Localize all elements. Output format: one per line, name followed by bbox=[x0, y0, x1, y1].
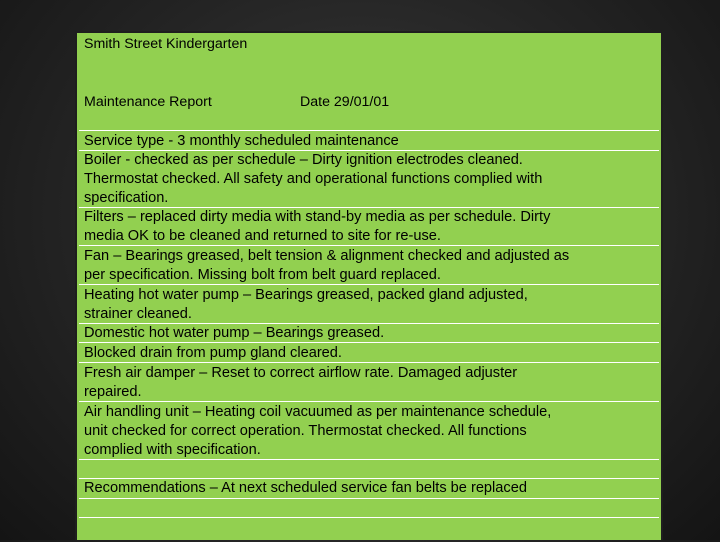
report-date: Date 29/01/01 bbox=[300, 94, 390, 110]
blank-row bbox=[79, 499, 659, 518]
entry-line: Service type - 3 monthly scheduled maintenance bbox=[84, 133, 399, 149]
entry-line: Fan – Bearings greased, belt tension & alignment checked and adjusted as bbox=[84, 248, 570, 264]
entry-line: unit checked for correct operation. Thermostat checked. All functions bbox=[84, 423, 527, 439]
entry-row bbox=[79, 208, 659, 246]
blank-row bbox=[79, 518, 659, 542]
report-title: Maintenance Report bbox=[84, 94, 212, 110]
entry-row bbox=[79, 363, 659, 402]
entry-line: complied with specification. bbox=[84, 442, 261, 458]
maintenance-report-document bbox=[75, 31, 663, 540]
entry-row bbox=[79, 246, 659, 285]
recommendations-text: Recommendations – At next scheduled service fan belts be replaced bbox=[84, 480, 527, 496]
entry-row bbox=[79, 285, 659, 324]
entry-row bbox=[79, 402, 659, 460]
entry-line: specification. bbox=[84, 190, 169, 206]
entry-line: Fresh air damper – Reset to correct airflow rate. Damaged adjuster bbox=[84, 365, 518, 381]
entry-line: Domestic hot water pump – Bearings greased. bbox=[84, 325, 385, 341]
entry-row bbox=[79, 324, 659, 343]
entry-row bbox=[79, 151, 659, 208]
entry-line: Filters – replaced dirty media with stand-by media as per schedule. Dirty bbox=[84, 209, 551, 225]
school-name: Smith Street Kindergarten bbox=[84, 36, 248, 52]
entry-line: Thermostat checked. All safety and operational functions complied with bbox=[84, 171, 543, 187]
entry-row bbox=[79, 343, 659, 363]
entry-line: Air handling unit – Heating coil vacuumed as per maintenance schedule, bbox=[84, 404, 552, 420]
entry-line: repaired. bbox=[84, 384, 142, 400]
entry-line: media OK to be cleaned and returned to site for re-use. bbox=[84, 228, 441, 244]
entry-line: strainer cleaned. bbox=[84, 306, 192, 322]
header-row-report bbox=[79, 73, 659, 131]
entry-line: Boiler - checked as per schedule – Dirty ignition electrodes cleaned. bbox=[84, 152, 523, 168]
entry-line: Blocked drain from pump gland cleared. bbox=[84, 345, 342, 361]
blank-row bbox=[79, 460, 659, 479]
entry-row bbox=[79, 132, 659, 151]
header-row-school bbox=[79, 33, 659, 73]
entry-line: per specification. Missing bolt from belt guard replaced. bbox=[84, 267, 441, 283]
entry-line: Heating hot water pump – Bearings greased, packed gland adjusted, bbox=[84, 287, 528, 303]
recommendations-row bbox=[79, 479, 659, 499]
